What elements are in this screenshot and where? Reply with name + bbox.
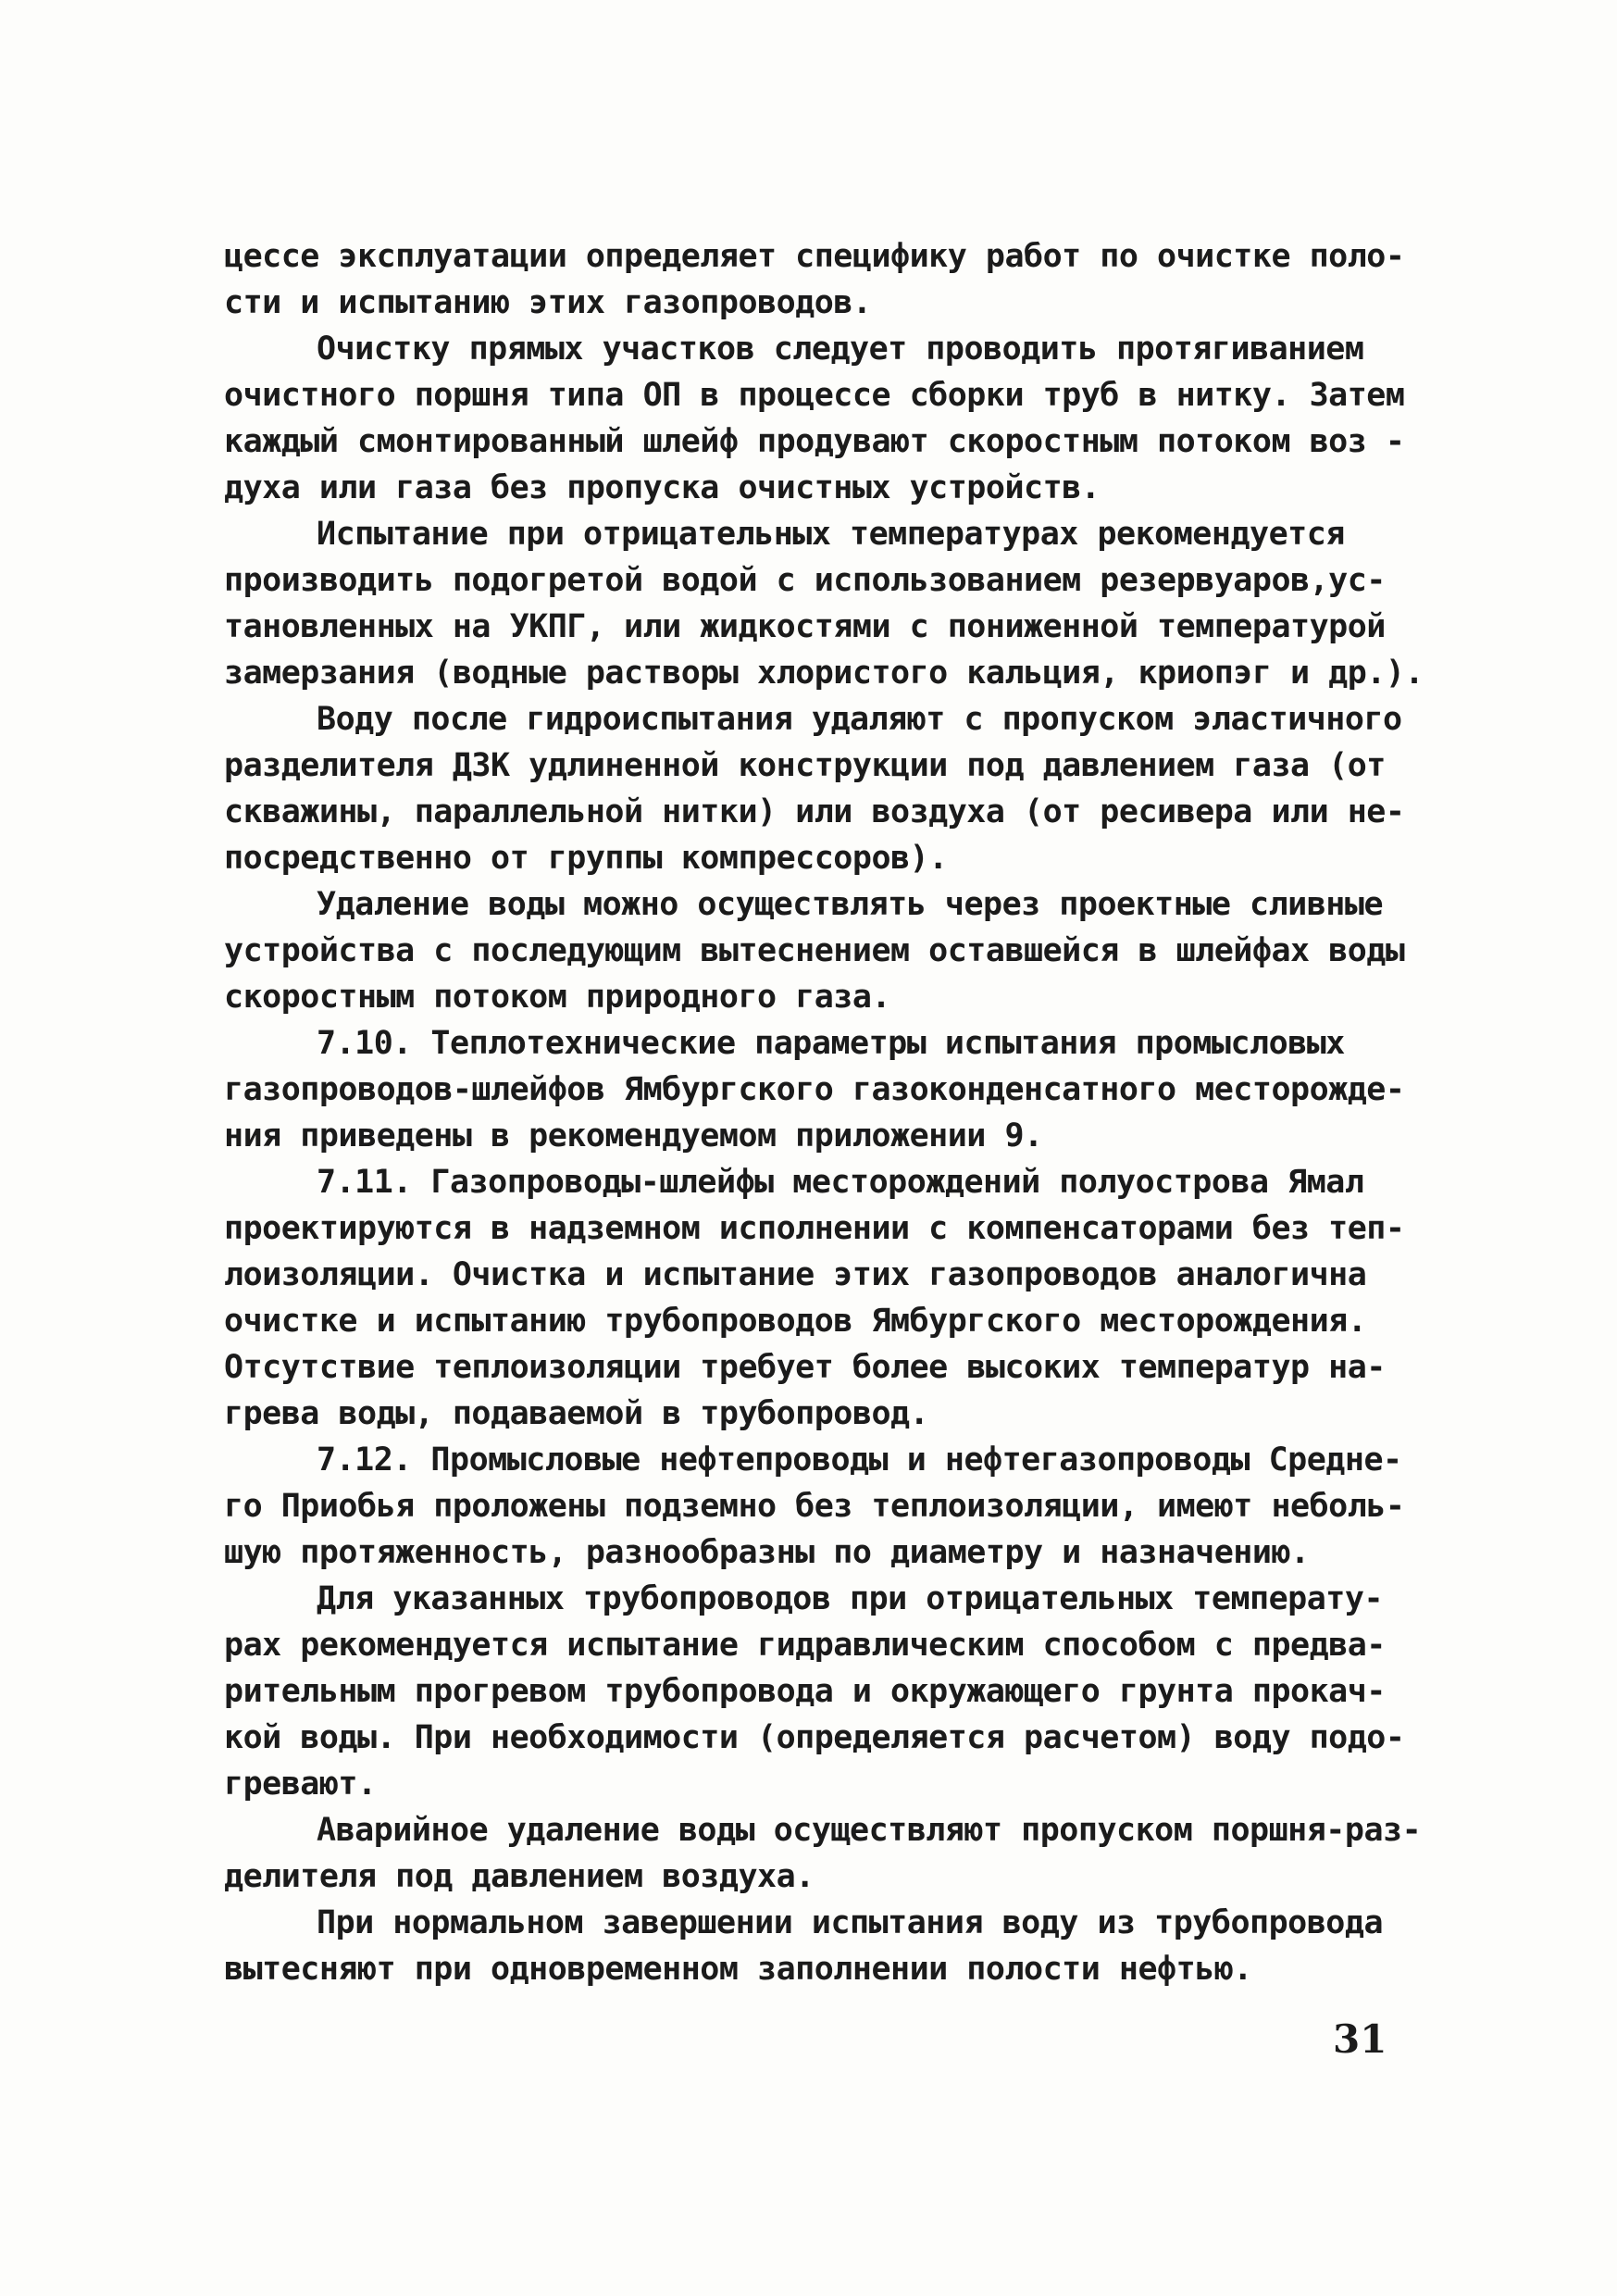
text-line: разделителя ДЗК удлиненной конструкции под давлением газа (от bbox=[224, 747, 1386, 784]
section-7-10-heading-line: 7.10. Теплотехнические параметры испытания промысловых bbox=[317, 1025, 1345, 1062]
text-line: цессе эксплуатации определяет специфику работ по очистке поло- bbox=[224, 238, 1405, 275]
text-line: шую протяженность, разнообразны по диаметру и назначению. bbox=[224, 1534, 1310, 1571]
text-line: скважины, параллельной нитки) или воздуха (от ресивера или не- bbox=[224, 793, 1405, 830]
text-line: го Приобья проложены подземно без теплоизоляции, имеют неболь- bbox=[224, 1488, 1405, 1525]
text-line: посредственно от группы компрессоров). bbox=[224, 840, 948, 877]
text-line: делителя под давлением воздуха. bbox=[224, 1858, 815, 1895]
text-line: духа или газа без пропуска очистных устройств. bbox=[224, 469, 1101, 506]
text-line: скоростным потоком природного газа. bbox=[224, 979, 891, 1016]
paragraph-first-line: Удаление воды можно осуществлять через проектные сливные bbox=[317, 886, 1384, 923]
paragraph-first-line: Для указанных трубопроводов при отрицательных температу- bbox=[317, 1580, 1384, 1617]
text-line: ния приведены в рекомендуемом приложении 9. bbox=[224, 1117, 1043, 1154]
paragraph-first-line: Испытание при отрицательных температурах рекомендуется bbox=[317, 516, 1345, 553]
text-line: очистного поршня типа ОП в процессе сборки труб в нитку. Затем bbox=[224, 377, 1405, 414]
section-7-11-heading-line: 7.11. Газопроводы-шлейфы месторождений полуострова Ямал bbox=[317, 1164, 1364, 1201]
text-line: рительным прогревом трубопровода и окружающего грунта прокач- bbox=[224, 1673, 1386, 1710]
text-line: производить подогретой водой с использованием резервуаров,ус- bbox=[224, 562, 1386, 599]
paragraph-first-line: При нормальном завершении испытания воду из трубопровода bbox=[317, 1904, 1384, 1941]
text-line: вытесняют при одновременном заполнении полости нефтью. bbox=[224, 1951, 1252, 1988]
text-line: грева воды, подаваемой в трубопровод. bbox=[224, 1395, 929, 1432]
paragraph-first-line: Воду после гидроиспытания удаляют с пропуском эластичного bbox=[317, 701, 1402, 738]
text-line: тановленных на УКПГ, или жидкостями с пониженной температурой bbox=[224, 608, 1386, 645]
section-7-12-heading-line: 7.12. Промысловые нефтепроводы и нефтегазопроводы Средне- bbox=[317, 1441, 1402, 1479]
body-text bbox=[224, 233, 1424, 1992]
text-line: гревают. bbox=[224, 1766, 377, 1803]
text-line: Отсутствие теплоизоляции требует более высоких температур на- bbox=[224, 1349, 1386, 1386]
text-line: кой воды. При необходимости (определяется расчетом) воду подо- bbox=[224, 1719, 1405, 1756]
text-line: газопроводов-шлейфов Ямбургского газоконденсатного месторожде- bbox=[224, 1071, 1405, 1108]
text-line: проектируются в надземном исполнении с компенсаторами без теп- bbox=[224, 1210, 1405, 1247]
text-line: сти и испытанию этих газопроводов. bbox=[224, 284, 872, 321]
text-line: каждый смонтированный шлейф продувают скоростным потоком воз - bbox=[224, 423, 1405, 460]
text-line: лоизоляции. Очистка и испытание этих газопроводов аналогична bbox=[224, 1256, 1367, 1293]
text-line: рах рекомендуется испытание гидравлическим способом с предва- bbox=[224, 1627, 1386, 1664]
page-number: 31 bbox=[1333, 2016, 1387, 2062]
text-line: очистке и испытанию трубопроводов Ямбургского месторождения. bbox=[224, 1303, 1367, 1340]
text-line: устройства с последующим вытеснением оставшейся в шлейфах воды bbox=[224, 932, 1405, 969]
paragraph-first-line: Очистку прямых участков следует проводить протягиванием bbox=[317, 331, 1364, 368]
text-line: замерзания (водные растворы хлористого кальция, криопэг и др.). bbox=[224, 655, 1424, 692]
paragraph-first-line: Аварийное удаление воды осуществляют пропуском поршня-раз- bbox=[317, 1812, 1422, 1849]
